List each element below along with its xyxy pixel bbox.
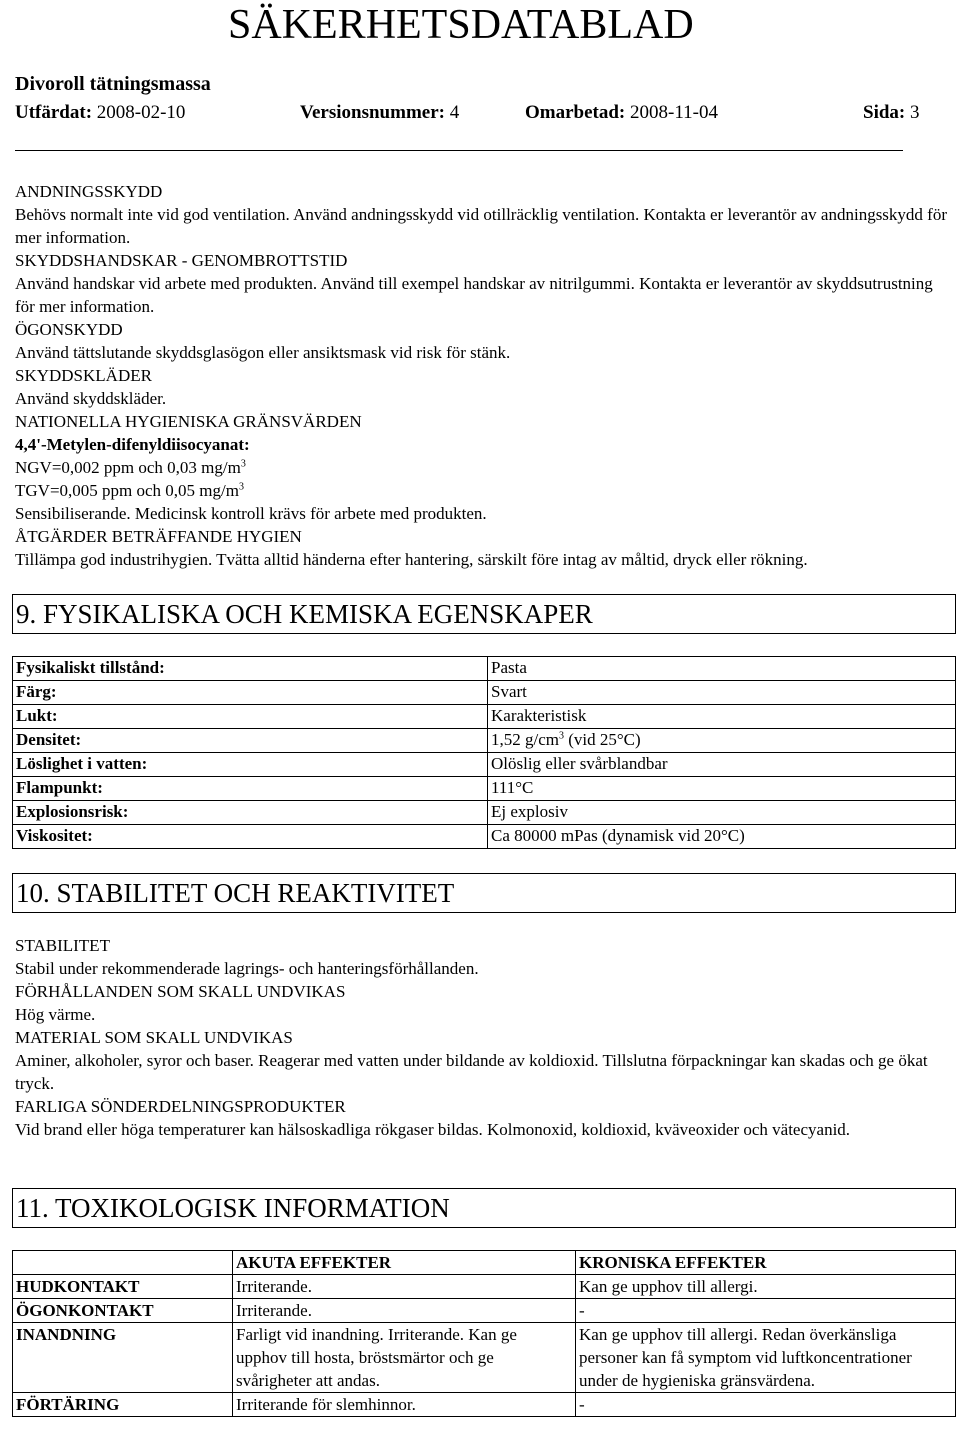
version-field: Versionsnummer: 4: [300, 102, 460, 123]
property-row: [13, 777, 956, 801]
stability-heading: STABILITET: [15, 936, 110, 955]
acute-column-header: AKUTA EFFEKTER: [233, 1251, 576, 1275]
chronic-effect: Kan ge upphov till allergi.: [576, 1275, 956, 1299]
exposure-route: INANDNING: [13, 1323, 233, 1393]
chronic-effect: -: [576, 1393, 956, 1417]
exposure-limits-heading: NATIONELLA HYGIENISKA GRÄNSVÄRDEN: [15, 412, 362, 431]
property-row: [13, 753, 956, 777]
document-title: SÄKERHETSDATABLAD: [228, 2, 694, 48]
revised-field: Omarbetad: 2008-11-04: [525, 102, 718, 123]
acute-effect: Irriterande för slemhinnor.: [233, 1393, 576, 1417]
chronic-effect: -: [576, 1299, 956, 1323]
route-column-header: [13, 1251, 233, 1275]
tgv-value: TGV=0,005 ppm och 0,05 $mg/m^3$: [15, 481, 244, 500]
toxicology-row: [13, 1299, 956, 1323]
sensitizing-note: Sensibiliserande. Medicinsk kontroll krävs för arbete med produkten.: [15, 504, 487, 523]
decomposition-text: Vid brand eller höga temperaturer kan hälsoskadliga rökgaser bildas. Kolmonoxid, koldioxid, kväveoxider och vätecyanid.: [15, 1120, 851, 1139]
toxicology-row: [13, 1275, 956, 1299]
property-value: 111°C: [488, 777, 956, 801]
document-meta: [15, 98, 930, 128]
protective-clothing-heading: SKYDDSKLÄDER: [15, 366, 152, 385]
eye-protection-heading: ÖGONSKYDD: [15, 320, 123, 339]
property-name: Lukt:: [13, 705, 488, 729]
gloves-text: Använd handskar vid arbete med produkten. Använd till exempel handskar av nitrilgummi. Kontakta er leverantör av skyddsutrustning för mer information.: [15, 274, 933, 316]
respiratory-heading: ANDNINGSSKYDD: [15, 182, 163, 201]
section10-content: [15, 934, 950, 1141]
section8-content: [15, 180, 950, 571]
toxicology-table: [12, 1250, 956, 1417]
materials-avoid-text: Aminer, alkoholer, syror och baser. Reagerar med vatten under bildande av koldioxid. Tillslutna förpackningar kan skadas och ge ökat tryck.: [15, 1051, 928, 1093]
property-name: Fysikaliskt tillstånd:: [13, 657, 488, 681]
acute-effect: Farligt vid inandning. Irriterande. Kan ge upphov till hosta, bröstsmärtor och ge svårigheter att andas.: [233, 1323, 576, 1393]
acute-effect: Irriterande.: [233, 1275, 576, 1299]
property-row: [13, 801, 956, 825]
hygiene-text: Tillämpa god industrihygien. Tvätta alltid händerna efter hantering, särskilt före intag av måltid, dryck eller rökning.: [15, 550, 808, 569]
section11-heading: 11. TOXIKOLOGISK INFORMATION: [12, 1188, 956, 1228]
exposure-route: FÖRTÄRING: [13, 1393, 233, 1417]
property-name: Färg:: [13, 681, 488, 705]
property-name: Viskositet:: [13, 825, 488, 849]
property-row: [13, 825, 956, 849]
chronic-effect: Kan ge upphov till allergi. Redan överkänsliga personer kan få symptom vid luftkoncentrationer under de hygieniska gränsvärdena.: [576, 1323, 956, 1393]
property-value: Karakteristisk: [488, 705, 956, 729]
toxicology-row: [13, 1323, 956, 1393]
conditions-avoid-text: Hög värme.: [15, 1005, 96, 1024]
section10-heading: 10. STABILITET OCH REAKTIVITET: [12, 873, 956, 913]
property-name: Densitet:: [13, 729, 488, 753]
property-name: Löslighet i vatten:: [13, 753, 488, 777]
property-row: [13, 657, 956, 681]
physical-properties-table: [12, 656, 956, 849]
acute-effect: Irriterande.: [233, 1299, 576, 1323]
property-row: [13, 681, 956, 705]
section9-heading: 9. FYSIKALISKA OCH KEMISKA EGENSKAPER: [12, 594, 956, 634]
respiratory-text: Behövs normalt inte vid god ventilation. Använd andningsskydd vid otillräcklig ventilation. Kontakta er leverantör av andningsskydd för mer information.: [15, 205, 947, 247]
property-value: Olöslig eller svårblandbar: [488, 753, 956, 777]
property-value: 1,52 $g/cm^3$ (vid 25°C): [488, 729, 956, 753]
decomposition-heading: FARLIGA SÖNDERDELNINGSPRODUKTER: [15, 1097, 346, 1116]
header-divider: [15, 150, 903, 151]
chronic-column-header: KRONISKA EFFEKTER: [576, 1251, 956, 1275]
issued-field: Utfärdat: 2008-02-10: [15, 102, 186, 123]
eye-protection-text: Använd tättslutande skyddsglasögon eller ansiktsmask vid risk för stänk.: [15, 343, 511, 362]
toxicology-row: [13, 1393, 956, 1417]
property-value: Ca 80000 mPas (dynamisk vid 20°C): [488, 825, 956, 849]
product-name: Divoroll tätningsmassa: [15, 73, 211, 95]
materials-avoid-heading: MATERIAL SOM SKALL UNDVIKAS: [15, 1028, 293, 1047]
substance-name: 4,4'-Metylen-difenyldiisocyanat:: [15, 435, 250, 454]
page-number: Sida: 3: [863, 102, 920, 123]
property-value: Ej explosiv: [488, 801, 956, 825]
hygiene-heading: ÅTGÄRDER BETRÄFFANDE HYGIEN: [15, 527, 302, 546]
exposure-route: ÖGONKONTAKT: [13, 1299, 233, 1323]
property-row: [13, 729, 956, 753]
toxicology-header-row: [13, 1251, 956, 1275]
protective-clothing-text: Använd skyddskläder.: [15, 389, 167, 408]
exposure-route: HUDKONTAKT: [13, 1275, 233, 1299]
property-name: Flampunkt:: [13, 777, 488, 801]
property-row: [13, 705, 956, 729]
gloves-heading: SKYDDSHANDSKAR - GENOMBROTTSTID: [15, 251, 348, 270]
property-value: Svart: [488, 681, 956, 705]
conditions-avoid-heading: FÖRHÅLLANDEN SOM SKALL UNDVIKAS: [15, 982, 346, 1001]
property-value: Pasta: [488, 657, 956, 681]
stability-text: Stabil under rekommenderade lagrings- och hanteringsförhållanden.: [15, 959, 479, 978]
ngv-value: NGV=0,002 ppm och 0,03 $mg/m^3$: [15, 458, 246, 477]
property-name: Explosionsrisk:: [13, 801, 488, 825]
